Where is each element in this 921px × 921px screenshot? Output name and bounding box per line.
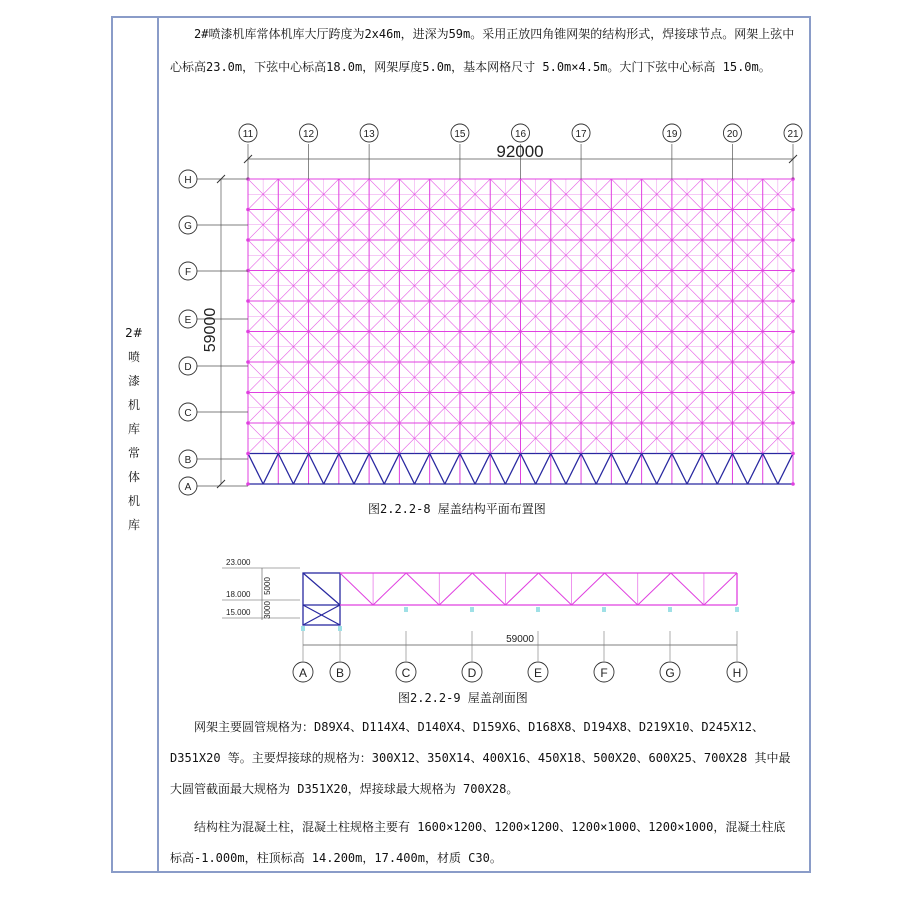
web-member	[551, 454, 566, 485]
elevation-label: 23.000	[226, 558, 251, 567]
web-member	[505, 454, 520, 485]
web-member	[732, 454, 747, 485]
row-axis-label: D	[184, 362, 192, 373]
sidebar-char: 体	[127, 470, 140, 484]
section-truss	[301, 573, 739, 631]
column-axis-label: 17	[575, 129, 587, 140]
plan-caption: 图2.2.2-8 屋盖结构平面布置图	[368, 502, 546, 516]
web-member	[642, 454, 657, 485]
node-dot	[791, 330, 795, 334]
support-node	[735, 607, 739, 612]
width-dimension-text: 92000	[496, 142, 544, 161]
web-member	[399, 454, 414, 485]
support-node	[404, 607, 408, 612]
row-axis-label: E	[184, 315, 192, 326]
web-member	[572, 573, 605, 605]
column-axis-label: 15	[454, 129, 466, 140]
tower-diagonal	[303, 573, 340, 605]
node-dot	[791, 391, 795, 395]
web-member	[373, 573, 406, 605]
web-member	[445, 454, 460, 485]
support-node	[338, 626, 342, 631]
elevation-label: 15.000	[226, 608, 251, 617]
node-dot	[246, 208, 250, 212]
support-node	[602, 607, 606, 612]
web-member	[672, 454, 687, 485]
section-axis-label: H	[732, 666, 742, 680]
section-axis-label: G	[665, 666, 675, 680]
plan-grid	[246, 177, 795, 486]
support-node	[301, 626, 305, 631]
web-member	[671, 573, 704, 605]
depth-dimension-text: 59000	[202, 307, 219, 353]
web-member	[605, 573, 638, 605]
support-node	[470, 607, 474, 612]
section-axis-label: A	[298, 666, 308, 680]
web-member	[638, 573, 671, 605]
sidebar-char: 库	[127, 518, 140, 532]
column-axis-label: 11	[242, 129, 254, 140]
column-axis-label: 16	[514, 129, 527, 140]
web-member	[278, 454, 293, 485]
row-axis-label: F	[184, 267, 192, 278]
node-dot	[246, 482, 250, 486]
node-dot	[246, 360, 250, 364]
sidebar-char: 漆	[127, 374, 140, 388]
section-axis-label: D	[467, 666, 477, 680]
web-member	[596, 454, 611, 485]
support-node	[668, 607, 672, 612]
row-axis-label: G	[184, 221, 192, 232]
height-dimension: 5000	[263, 577, 272, 595]
column-axis-label: 13	[363, 129, 375, 140]
sidebar-char: 2#	[125, 326, 143, 340]
sidebar-char: 喷	[127, 350, 140, 364]
section-axis-label: C	[401, 666, 411, 680]
web-member	[430, 454, 445, 485]
web-member	[324, 454, 339, 485]
node-dot	[791, 208, 795, 212]
web-member	[248, 454, 263, 485]
sidebar-char: 常	[127, 446, 140, 460]
web-member	[369, 454, 384, 485]
row-axis-label: B	[184, 455, 192, 466]
web-member	[415, 454, 430, 485]
web-member	[339, 454, 354, 485]
web-member	[763, 454, 778, 485]
node-dot	[791, 269, 795, 273]
web-member	[717, 454, 732, 485]
node-dot	[246, 238, 250, 242]
web-member	[748, 454, 763, 485]
node-dot	[791, 360, 795, 364]
column-axis-label: 19	[666, 129, 678, 140]
web-member	[293, 454, 308, 485]
web-member	[626, 454, 641, 485]
web-member	[505, 573, 538, 605]
height-dimension: 3000	[263, 601, 272, 619]
node-dot	[246, 391, 250, 395]
intro-paragraph: 2#喷漆机库常体机库大厅跨度为2x46m，进深为59m。采用正放四角锥网架的结构形式，焊接球节点。网架上弦中心标高23.0m，下弦中心标高18.0m，网架厚度5.0m，基本网格尺寸 5.0m×4.5m。大门下弦中心标高 15.0m。	[170, 27, 795, 74]
web-member	[460, 454, 475, 485]
web-member	[490, 454, 505, 485]
web-member	[472, 573, 505, 605]
web-member	[309, 454, 324, 485]
node-dot	[246, 299, 250, 303]
web-member	[611, 454, 626, 485]
web-member	[536, 454, 551, 485]
web-member	[354, 454, 369, 485]
column-axis-label: 20	[726, 129, 739, 140]
node-dot	[246, 330, 250, 334]
node-dot	[246, 452, 250, 456]
row-axis-label: C	[184, 408, 192, 419]
row-axis-label: H	[184, 175, 192, 186]
node-dot	[791, 482, 795, 486]
web-member	[566, 454, 581, 485]
web-member	[581, 454, 596, 485]
node-dot	[791, 299, 795, 303]
tower-frame	[303, 573, 340, 625]
sidebar-char: 机	[127, 494, 140, 508]
web-member	[687, 454, 702, 485]
column-axis-label: 12	[302, 129, 315, 140]
section-caption: 图2.2.2-9 屋盖剖面图	[398, 691, 528, 705]
row-axis-label: A	[184, 482, 192, 493]
node-dot	[791, 421, 795, 425]
web-member	[406, 573, 439, 605]
web-member	[704, 573, 737, 605]
node-dot	[246, 269, 250, 273]
web-member	[263, 454, 278, 485]
web-member	[340, 573, 373, 605]
support-node	[536, 607, 540, 612]
web-member	[539, 573, 572, 605]
web-member	[384, 454, 399, 485]
span-dimension-text: 59000	[506, 634, 534, 645]
node-dot	[791, 238, 795, 242]
web-member	[702, 454, 717, 485]
web-member	[439, 573, 472, 605]
node-dot	[246, 421, 250, 425]
pipe-spec-paragraph: 网架主要圆管规格为：D89X4、D114X4、D140X4、D159X6、D168X8、D194X8、D219X10、D245X12、D351X20 等。主要焊接球的规格为：300X12、350X14、400X16、450X18、500X20、600X25、700X28 其中最大圆管截面最大规格为 D351X20，焊接球最大规格为 700X28。	[170, 720, 791, 796]
column-spec-paragraph: 结构柱为混凝土柱，混凝土柱规格主要有 1600×1200、1200×1200、1200×1000、1200×1000，混凝土柱底标高-1.000m，柱顶标高 14.200m，17.400m，材质 C30。	[170, 820, 786, 865]
column-axis-label: 21	[787, 129, 799, 140]
web-member	[778, 454, 793, 485]
web-member	[657, 454, 672, 485]
sidebar-char: 库	[127, 422, 140, 436]
sidebar-char: 机	[127, 398, 140, 412]
elevation-label: 18.000	[226, 590, 251, 599]
web-member	[475, 454, 490, 485]
section-axis-label: E	[533, 666, 543, 680]
section-axis-label: F	[600, 666, 608, 680]
node-dot	[791, 452, 795, 456]
web-member	[521, 454, 536, 485]
section-axis-label: B	[335, 666, 345, 680]
